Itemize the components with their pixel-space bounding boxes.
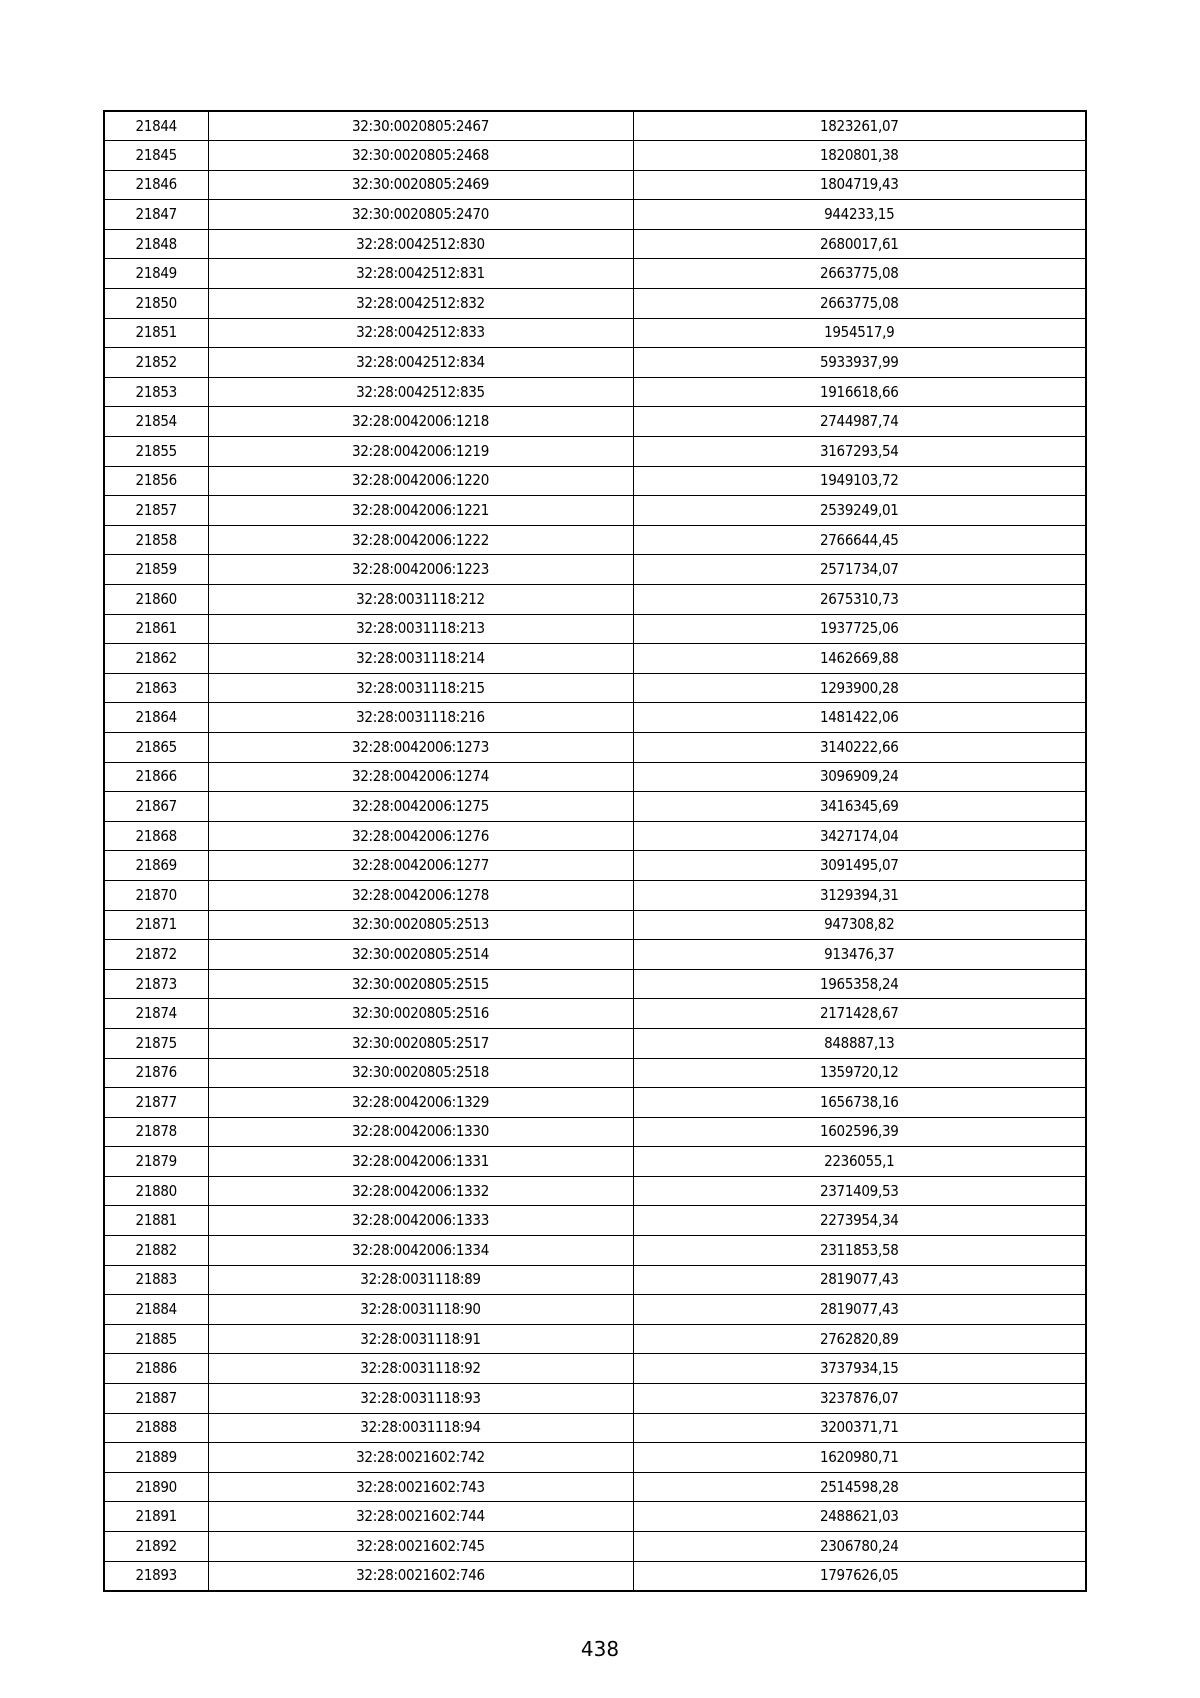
cadastral-value-cell: 1620980,71 — [633, 1443, 1086, 1473]
table-row — [104, 407, 1086, 437]
cadastral-value-cell: 2819077,43 — [633, 1265, 1086, 1295]
row-number-cell: 21852 — [104, 348, 208, 378]
row-number-cell: 21866 — [104, 762, 208, 792]
table-row — [104, 1472, 1086, 1502]
row-number-cell: 21875 — [104, 1028, 208, 1058]
table-row — [104, 1561, 1086, 1591]
cadastral-value-cell: 2488621,03 — [633, 1502, 1086, 1532]
cadastral-number-cell: 32:30:0020805:2513 — [208, 910, 633, 940]
row-number-cell: 21863 — [104, 673, 208, 703]
cadastral-number-cell: 32:30:0020805:2514 — [208, 940, 633, 970]
row-number-cell: 21870 — [104, 880, 208, 910]
row-number-cell: 21862 — [104, 644, 208, 674]
table-row — [104, 289, 1086, 319]
cadastral-number-cell: 32:28:0031118:213 — [208, 614, 633, 644]
cadastral-number-cell: 32:28:0021602:744 — [208, 1502, 633, 1532]
row-number-cell: 21855 — [104, 437, 208, 467]
table-row — [104, 1354, 1086, 1384]
cadastral-number-cell: 32:28:0042006:1332 — [208, 1176, 633, 1206]
row-number-cell: 21846 — [104, 170, 208, 200]
cadastral-value-cell: 3737934,15 — [633, 1354, 1086, 1384]
table-row — [104, 466, 1086, 496]
cadastral-value-table — [103, 110, 1087, 1592]
row-number-cell: 21891 — [104, 1502, 208, 1532]
table-row — [104, 170, 1086, 200]
row-number-cell: 21890 — [104, 1472, 208, 1502]
cadastral-value-cell: 3200371,71 — [633, 1413, 1086, 1443]
table-row — [104, 1028, 1086, 1058]
row-number-cell: 21859 — [104, 555, 208, 585]
cadastral-number-cell: 32:28:0042512:832 — [208, 289, 633, 319]
cadastral-number-cell: 32:28:0042512:830 — [208, 229, 633, 259]
row-number-cell: 21888 — [104, 1413, 208, 1443]
row-number-cell: 21889 — [104, 1443, 208, 1473]
row-number-cell: 21857 — [104, 496, 208, 526]
cadastral-number-cell: 32:28:0042006:1220 — [208, 466, 633, 496]
table-row — [104, 644, 1086, 674]
cadastral-value-cell: 1359720,12 — [633, 1058, 1086, 1088]
table-row — [104, 1413, 1086, 1443]
table-row — [104, 437, 1086, 467]
cadastral-value-cell: 1820801,38 — [633, 141, 1086, 171]
cadastral-number-cell: 32:28:0042006:1274 — [208, 762, 633, 792]
cadastral-value-cell: 2744987,74 — [633, 407, 1086, 437]
cadastral-value-cell: 3140222,66 — [633, 732, 1086, 762]
row-number-cell: 21854 — [104, 407, 208, 437]
cadastral-value-cell: 2306780,24 — [633, 1532, 1086, 1562]
cadastral-value-cell: 2663775,08 — [633, 259, 1086, 289]
cadastral-number-cell: 32:28:0042006:1277 — [208, 851, 633, 881]
cadastral-value-cell: 2762820,89 — [633, 1324, 1086, 1354]
cadastral-value-cell: 1602596,39 — [633, 1117, 1086, 1147]
cadastral-number-cell: 32:28:0042006:1331 — [208, 1147, 633, 1177]
table-row — [104, 111, 1086, 141]
cadastral-number-cell: 32:28:0042006:1218 — [208, 407, 633, 437]
cadastral-value-cell: 2273954,34 — [633, 1206, 1086, 1236]
row-number-cell: 21876 — [104, 1058, 208, 1088]
table-row — [104, 1206, 1086, 1236]
cadastral-number-cell: 32:28:0042006:1330 — [208, 1117, 633, 1147]
row-number-cell: 21861 — [104, 614, 208, 644]
cadastral-number-cell: 32:28:0031118:89 — [208, 1265, 633, 1295]
row-number-cell: 21848 — [104, 229, 208, 259]
cadastral-number-cell: 32:28:0031118:91 — [208, 1324, 633, 1354]
row-number-cell: 21872 — [104, 940, 208, 970]
row-number-cell: 21858 — [104, 525, 208, 555]
cadastral-number-cell: 32:28:0021602:746 — [208, 1561, 633, 1591]
page-number: 438 — [580, 1637, 620, 1661]
table-row — [104, 1443, 1086, 1473]
cadastral-value-cell: 913476,37 — [633, 940, 1086, 970]
cadastral-value-cell: 3167293,54 — [633, 437, 1086, 467]
cadastral-number-cell: 32:28:0042006:1223 — [208, 555, 633, 585]
table-row — [104, 377, 1086, 407]
row-number-cell: 21884 — [104, 1295, 208, 1325]
cadastral-value-cell: 1937725,06 — [633, 614, 1086, 644]
table-row — [104, 969, 1086, 999]
cadastral-number-cell: 32:28:0042512:834 — [208, 348, 633, 378]
table-row — [104, 1384, 1086, 1414]
table-row — [104, 496, 1086, 526]
cadastral-value-cell: 2680017,61 — [633, 229, 1086, 259]
table-row — [104, 1088, 1086, 1118]
row-number-cell: 21850 — [104, 289, 208, 319]
cadastral-number-cell: 32:28:0042512:835 — [208, 377, 633, 407]
cadastral-number-cell: 32:28:0042006:1276 — [208, 821, 633, 851]
row-number-cell: 21879 — [104, 1147, 208, 1177]
row-number-cell: 21853 — [104, 377, 208, 407]
table-row — [104, 1295, 1086, 1325]
row-number-cell: 21873 — [104, 969, 208, 999]
cadastral-number-cell: 32:28:0042006:1219 — [208, 437, 633, 467]
table-row — [104, 525, 1086, 555]
row-number-cell: 21867 — [104, 792, 208, 822]
cadastral-value-cell: 1293900,28 — [633, 673, 1086, 703]
cadastral-value-cell: 2571734,07 — [633, 555, 1086, 585]
cadastral-value-cell: 2819077,43 — [633, 1295, 1086, 1325]
table-row — [104, 910, 1086, 940]
table-row — [104, 940, 1086, 970]
cadastral-value-cell: 2766644,45 — [633, 525, 1086, 555]
row-number-cell: 21886 — [104, 1354, 208, 1384]
table-row — [104, 1117, 1086, 1147]
cadastral-number-cell: 32:28:0042006:1273 — [208, 732, 633, 762]
row-number-cell: 21844 — [104, 111, 208, 141]
table-row — [104, 141, 1086, 171]
cadastral-number-cell: 32:28:0031118:216 — [208, 703, 633, 733]
cadastral-value-cell: 5933937,99 — [633, 348, 1086, 378]
cadastral-value-cell: 2371409,53 — [633, 1176, 1086, 1206]
cadastral-value-cell: 1797626,05 — [633, 1561, 1086, 1591]
row-number-cell: 21877 — [104, 1088, 208, 1118]
table-row — [104, 1265, 1086, 1295]
cadastral-value-cell: 944233,15 — [633, 200, 1086, 230]
table-row — [104, 1147, 1086, 1177]
table-row — [104, 732, 1086, 762]
cadastral-number-cell: 32:30:0020805:2470 — [208, 200, 633, 230]
cadastral-value-cell: 1954517,9 — [633, 318, 1086, 348]
row-number-cell: 21883 — [104, 1265, 208, 1295]
row-number-cell: 21880 — [104, 1176, 208, 1206]
cadastral-value-cell: 1656738,16 — [633, 1088, 1086, 1118]
table-row — [104, 555, 1086, 585]
table-row — [104, 1502, 1086, 1532]
row-number-cell: 21864 — [104, 703, 208, 733]
row-number-cell: 21887 — [104, 1384, 208, 1414]
table-body — [104, 111, 1086, 1591]
row-number-cell: 21893 — [104, 1561, 208, 1591]
cadastral-number-cell: 32:28:0042006:1278 — [208, 880, 633, 910]
cadastral-number-cell: 32:28:0031118:212 — [208, 585, 633, 615]
table-row — [104, 1324, 1086, 1354]
row-number-cell: 21885 — [104, 1324, 208, 1354]
row-number-cell: 21865 — [104, 732, 208, 762]
cadastral-value-cell: 1481422,06 — [633, 703, 1086, 733]
cadastral-number-cell: 32:28:0021602:743 — [208, 1472, 633, 1502]
cadastral-value-cell: 3416345,69 — [633, 792, 1086, 822]
cadastral-value-cell: 3237876,07 — [633, 1384, 1086, 1414]
cadastral-number-cell: 32:28:0042006:1334 — [208, 1236, 633, 1266]
cadastral-value-cell: 1965358,24 — [633, 969, 1086, 999]
cadastral-value-cell: 3091495,07 — [633, 851, 1086, 881]
cadastral-number-cell: 32:28:0031118:92 — [208, 1354, 633, 1384]
row-number-cell: 21892 — [104, 1532, 208, 1562]
row-number-cell: 21878 — [104, 1117, 208, 1147]
row-number-cell: 21882 — [104, 1236, 208, 1266]
cadastral-value-cell: 3096909,24 — [633, 762, 1086, 792]
cadastral-number-cell: 32:28:0042512:833 — [208, 318, 633, 348]
cadastral-number-cell: 32:28:0031118:215 — [208, 673, 633, 703]
table-row — [104, 673, 1086, 703]
row-number-cell: 21869 — [104, 851, 208, 881]
row-number-cell: 21856 — [104, 466, 208, 496]
cadastral-value-cell: 1949103,72 — [633, 466, 1086, 496]
row-number-cell: 21871 — [104, 910, 208, 940]
cadastral-value-cell: 2171428,67 — [633, 999, 1086, 1029]
cadastral-value-cell: 2539249,01 — [633, 496, 1086, 526]
cadastral-number-cell: 32:30:0020805:2517 — [208, 1028, 633, 1058]
cadastral-number-cell: 32:28:0031118:94 — [208, 1413, 633, 1443]
cadastral-value-cell: 2675310,73 — [633, 585, 1086, 615]
cadastral-value-cell: 2663775,08 — [633, 289, 1086, 319]
cadastral-number-cell: 32:30:0020805:2467 — [208, 111, 633, 141]
row-number-cell: 21874 — [104, 999, 208, 1029]
cadastral-number-cell: 32:28:0042006:1333 — [208, 1206, 633, 1236]
table-row — [104, 318, 1086, 348]
cadastral-value-cell: 3129394,31 — [633, 880, 1086, 910]
table-row — [104, 614, 1086, 644]
cadastral-number-cell: 32:30:0020805:2468 — [208, 141, 633, 171]
cadastral-value-cell: 3427174,04 — [633, 821, 1086, 851]
table-row — [104, 851, 1086, 881]
table-row — [104, 792, 1086, 822]
table-row — [104, 1058, 1086, 1088]
table-row — [104, 1532, 1086, 1562]
table-row — [104, 821, 1086, 851]
table-row — [104, 348, 1086, 378]
table-row — [104, 703, 1086, 733]
table-row — [104, 200, 1086, 230]
cadastral-value-cell: 2311853,58 — [633, 1236, 1086, 1266]
cadastral-number-cell: 32:28:0031118:214 — [208, 644, 633, 674]
cadastral-number-cell: 32:30:0020805:2516 — [208, 999, 633, 1029]
cadastral-value-cell: 848887,13 — [633, 1028, 1086, 1058]
row-number-cell: 21849 — [104, 259, 208, 289]
cadastral-number-cell: 32:28:0031118:90 — [208, 1295, 633, 1325]
table-row — [104, 259, 1086, 289]
cadastral-number-cell: 32:28:0042006:1222 — [208, 525, 633, 555]
cadastral-number-cell: 32:30:0020805:2515 — [208, 969, 633, 999]
row-number-cell: 21847 — [104, 200, 208, 230]
cadastral-value-cell: 2236055,1 — [633, 1147, 1086, 1177]
cadastral-value-cell: 947308,82 — [633, 910, 1086, 940]
row-number-cell: 21860 — [104, 585, 208, 615]
row-number-cell: 21851 — [104, 318, 208, 348]
cadastral-number-cell: 32:28:0021602:745 — [208, 1532, 633, 1562]
table-row — [104, 999, 1086, 1029]
table-row — [104, 762, 1086, 792]
row-number-cell: 21845 — [104, 141, 208, 171]
cadastral-value-cell: 1823261,07 — [633, 111, 1086, 141]
table-row — [104, 1176, 1086, 1206]
cadastral-number-cell: 32:30:0020805:2469 — [208, 170, 633, 200]
table-row — [104, 1236, 1086, 1266]
cadastral-number-cell: 32:28:0021602:742 — [208, 1443, 633, 1473]
table-row — [104, 229, 1086, 259]
row-number-cell: 21868 — [104, 821, 208, 851]
table-row — [104, 585, 1086, 615]
cadastral-number-cell: 32:28:0042006:1221 — [208, 496, 633, 526]
cadastral-number-cell: 32:28:0042512:831 — [208, 259, 633, 289]
row-number-cell: 21881 — [104, 1206, 208, 1236]
cadastral-number-cell: 32:28:0042006:1329 — [208, 1088, 633, 1118]
cadastral-value-cell: 1804719,43 — [633, 170, 1086, 200]
cadastral-value-cell: 1462669,88 — [633, 644, 1086, 674]
cadastral-number-cell: 32:28:0042006:1275 — [208, 792, 633, 822]
table-row — [104, 880, 1086, 910]
cadastral-value-cell: 2514598,28 — [633, 1472, 1086, 1502]
cadastral-number-cell: 32:28:0031118:93 — [208, 1384, 633, 1414]
cadastral-number-cell: 32:30:0020805:2518 — [208, 1058, 633, 1088]
cadastral-value-cell: 1916618,66 — [633, 377, 1086, 407]
